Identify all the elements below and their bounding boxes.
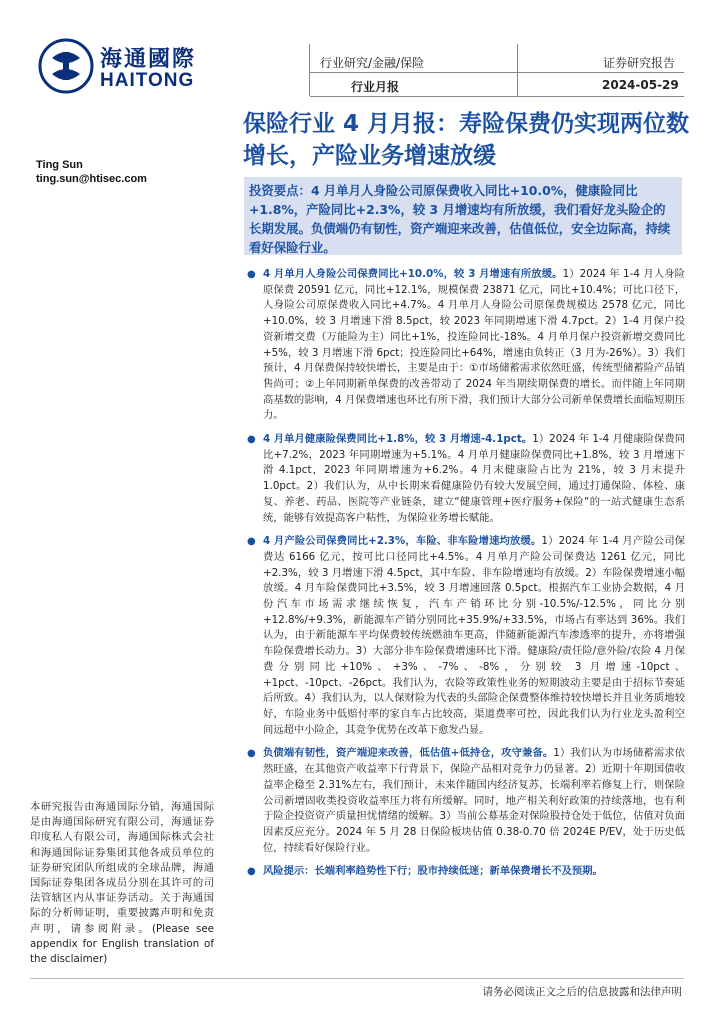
bullet-list [243, 267, 685, 888]
bullet-icon: ● [247, 866, 256, 878]
header-date: 2024-05-29 [602, 78, 679, 92]
bullet-lead: 4 月产险公司保费同比+2.3%，车险、非车险增速均放缓。 [263, 535, 542, 548]
footer-rule [30, 978, 684, 979]
bullet-lead: 负债端有韧性，资产端迎来改善，低估值+低持仓，攻守兼备。 [263, 747, 554, 760]
bullet-lead: 4 月单月健康险保费同比+1.8%，较 3 月增速-4.1pct。 [263, 433, 533, 446]
header-rule [310, 72, 684, 73]
bullet-life-insurance [243, 267, 685, 424]
report-title: 保险行业 4 月月报：寿险保费仍实现两位数增长，产险业务增速放缓 [243, 111, 690, 169]
bullet-icon: ● [247, 269, 256, 280]
haitong-logo [38, 36, 218, 96]
author-email[interactable]: ting.sun@htisec.com [36, 173, 147, 185]
header-bottom-rule [310, 96, 684, 97]
bullet-text: 1）2024 年 1-4 月产险公司保费达 6166 亿元，按可比口径同比+4.5%。4 月单月产险公司保费达 1261 亿元，同比+2.3%，较 3 月增速下滑 4.5pct，其中车险、非车险增速均有放缓。2）车险保费增速小幅放缓。4 月车险保费同比+3.5%，较 3 月增速回落 0.5pct。根据汽车工业协会数据，4 月份汽车市场需求继续恢复，汽车产销环比分别-10.5%/-12.5%，同比分别+12.8%/+9.3%，新能源车产销分别同比+35.9%/+33.5%，市场占有率达到 36%。我们认为，由于新能源车平均保费较传统燃油车更高，伴随新能源汽车渗透率的提升，亦将增强车险保费增长动力。3）大部分非车险保费增速环比下滑。健康险/责任险/意外险/农险 4 月保费分别同比+10%、+3%、-7%、-8%，分别较 3 月增速-10pct、+1pct、-10pct、-26pct。我们认为，农险等政策性业务的短期波动主要是由于招标节奏延后所致。4）我们认为，以人保财险为代表的头部险企保费整体维持较快增长并且业务质地较好，车险业务中低赔付率的家自车占比较高，渠道费率可控，因此我们认为行业龙头盈利空间远超中小险企，其竞争优势在改革下愈发凸显。 [263, 535, 685, 736]
investment-summary: 投资要点：4 月单月人身险公司原保费收入同比+10.0%，健康险同比+1.8%，产险同比+2.3%，较 3 月增速均有所放缓，我们看好龙头险企的长期发展。负债端仍有韧性，资产端迎来改善，估值低位，安全边际高，持续看好保险行业。 [244, 177, 682, 255]
author-block [36, 158, 147, 186]
disclaimer: 本研究报告由海通国际分销，海通国际是由海通国际研究有限公司，海通证券印度私人有限公司，海通国际株式会社和海通国际证券集团其他各成员单位的证券研究团队所组成的全球品牌，海通国际证券集团各成员分别在其许可的司法管辖区内从事证券活动。关于海通国际的分析师证明，重要披露声明和免责声明，请参阅附录。(Please see appendix for English translation of the disclaimer) [30, 801, 214, 966]
bullet-lead: 4 月单月人身险公司保费同比+10.0%，较 3 月增速有所放缓。 [263, 268, 563, 280]
haitong-logo-icon [38, 38, 94, 94]
header-divider-right [517, 44, 518, 96]
bullet-lead: 风险提示：长端利率趋势性下行；股市持续低迷；新单保费增长不及预期。 [263, 865, 603, 878]
bullet-valuation [243, 746, 685, 856]
header-report-type: 证券研究报告 [603, 56, 676, 70]
bullet-risk-warning [243, 864, 685, 880]
bullet-text: 1）2024 年 1-4 月人身险原保费 20591 亿元，同比+12.1%，规模保费 23871 亿元，同比+10.4%；可比口径下，人身险公司原保费收入同比+4.7%。4 月单月人身险公司原保费规模达 2578 亿元，同比+10.0%，较 3 月增速下滑 8.5pct，较 2023 年同期增速下滑 4.7pct。2）1-4 月保户投资新增交费（万能险为主）同比+1%，投连险同比-18%。4 月单月保户投资新增交费同比+5%，较 3 月增速下滑 6pct；投连险同比+64%，增速由负转正（3 月为-26%）。3）我们预计，4 月保费保持较快增长，主要是由于：①市场储蓄需求依然旺盛，传统型储蓄险产品销售尚可；②上年同期新单保费的改善带动了 2024 年当期续期保费的增长。而伴随上年同期高基数的影响，4 月保费增速也环比有所下滑，我们预计大部分公司新单保费增长面临短期压力。 [263, 268, 685, 422]
bullet-health-insurance [243, 432, 685, 526]
header-sub-type: 行业月报 [351, 80, 400, 94]
author-name: Ting Sun [36, 159, 83, 171]
bullet-property-insurance [243, 534, 685, 738]
bullet-text: 1）我们认为市场储蓄需求依然旺盛，在其他资产收益率下行背景下，保险产品相对竞争力仍显著。2）近期十年期国债收益率企稳至 2.31%左右，我们预计，未来伴随国内经济复苏，长端利率若修复上行，则保险公司新增固收类投资收益率压力将有所缓解。同时，地产相关利好政策的持续落地，也有利于险企投资资产质量担忧情绪的缓解。3）当前公募基金对保险股持仓处于低位，估值对负面因素反应充分。2024 年 5 月 28 日保险板块估值 0.38-0.70 倍 2024E P/EV，处于历史低位，持续看好保险行业。 [263, 747, 685, 854]
bullet-icon: ● [247, 536, 256, 548]
footer-notice: 请务必阅读正文之后的信息披露和法律声明 [482, 986, 682, 998]
header-divider-left [309, 44, 310, 96]
logo-english-name: HAITONG [100, 70, 195, 91]
bullet-icon: ● [247, 748, 256, 760]
logo-chinese-name: 海通國際 [100, 47, 197, 72]
header-category: 行业研究/金融/保险 [320, 56, 425, 70]
bullet-icon: ● [247, 434, 256, 446]
bullet-text: 1）2024 年 1-4 月健康险保费同比+7.2%，2023 年同期增速为+5.1%。4 月单月健康险保费同比+1.8%，较 3 月增速下滑 4.1pct，2023 年同期增速为+6.2%。4 月末健康险占比为 21%，较 3 月末提升 1.0pct。2）我们认为，从中长期来看健康险仍有较大发展空间，通过打通保险、体检、康复、养老、药品、医院等产业链条，建立“健康管理+医疗服务+保险”的一站式健康生态系统，能够有效提高客户粘性，为保险业务增长赋能。 [263, 433, 685, 524]
